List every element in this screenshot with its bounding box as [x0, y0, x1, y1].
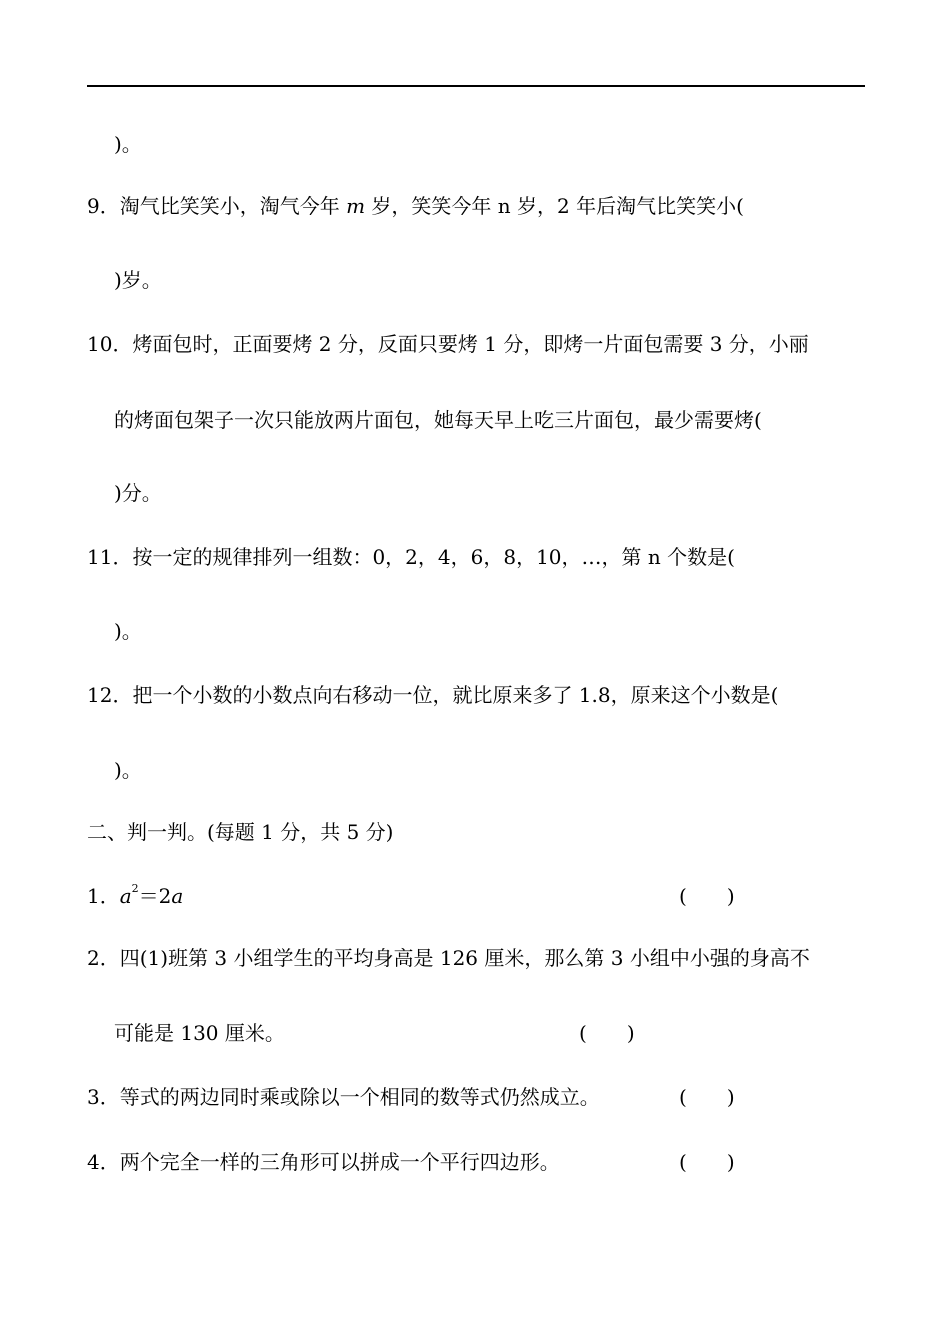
- answer-blank-3[interactable]: ( ): [679, 1085, 735, 1109]
- j1-var-a2: a: [171, 884, 184, 908]
- j1-var-a: a: [119, 884, 132, 908]
- judge-question-1: [87, 884, 183, 908]
- answer-blank-1[interactable]: ( ): [679, 884, 735, 908]
- judge-question-4: [87, 1150, 560, 1174]
- q10-number: 10．: [87, 332, 133, 356]
- q10-line1: 烤面包时，正面要烤 2 分，反面只要烤 1 分，即烤一片面包需要 3 分，小丽: [132, 332, 809, 356]
- judge-question-3: [87, 1085, 600, 1109]
- q9-text-b: 岁，笑笑今年 n 岁，2 年后淘气比笑笑小(: [365, 194, 744, 218]
- question-9: [87, 194, 744, 218]
- q12-tail: )。: [114, 758, 142, 782]
- question-11: [87, 545, 735, 569]
- answer-blank-4[interactable]: ( ): [679, 1150, 735, 1174]
- j1-mid: ＝2: [138, 884, 172, 908]
- j4-number: 4．: [87, 1150, 120, 1174]
- q10-tail: )分。: [114, 481, 162, 505]
- q9-text-a: 淘气比笑笑小，淘气今年: [119, 194, 347, 218]
- question-12: [87, 683, 778, 707]
- q11-line1: 按一定的规律排列一组数：0，2，4，6，8，10，…，第 n 个数是(: [132, 545, 735, 569]
- q9-var-m: m: [346, 194, 366, 218]
- j4-text: 两个完全一样的三角形可以拼成一个平行四边形。: [119, 1150, 560, 1174]
- q8-tail: )。: [114, 132, 142, 156]
- q10-line2: 的烤面包架子一次只能放两片面包，她每天早上吃三片面包，最少需要烤(: [114, 408, 762, 432]
- q11-number: 11．: [87, 545, 133, 569]
- j3-number: 3．: [87, 1085, 120, 1109]
- judge-question-2: [87, 946, 810, 970]
- j2-line1: 四(1)班第 3 小组学生的平均身高是 126 厘米，那么第 3 小组中小强的身高不: [119, 946, 810, 970]
- q12-line1: 把一个小数的小数点向右移动一位，就比原来多了 1.8，原来这个小数是(: [132, 683, 779, 707]
- header-rule: [87, 85, 865, 87]
- j1-exponent: 2: [131, 882, 139, 895]
- q11-tail: )。: [114, 619, 142, 643]
- q9-number: 9．: [87, 194, 120, 218]
- question-10: [87, 332, 809, 356]
- q9-tail: )岁。: [114, 268, 162, 292]
- j3-text: 等式的两边同时乘或除以一个相同的数等式仍然成立。: [119, 1085, 600, 1109]
- answer-blank-2[interactable]: ( ): [579, 1021, 635, 1045]
- j2-number: 2．: [87, 946, 120, 970]
- j2-line2: 可能是 130 厘米。: [114, 1021, 285, 1045]
- q12-number: 12．: [87, 683, 133, 707]
- section-heading: 二、判一判。(每题 1 分，共 5 分): [87, 820, 394, 844]
- j1-number: 1．: [87, 884, 120, 908]
